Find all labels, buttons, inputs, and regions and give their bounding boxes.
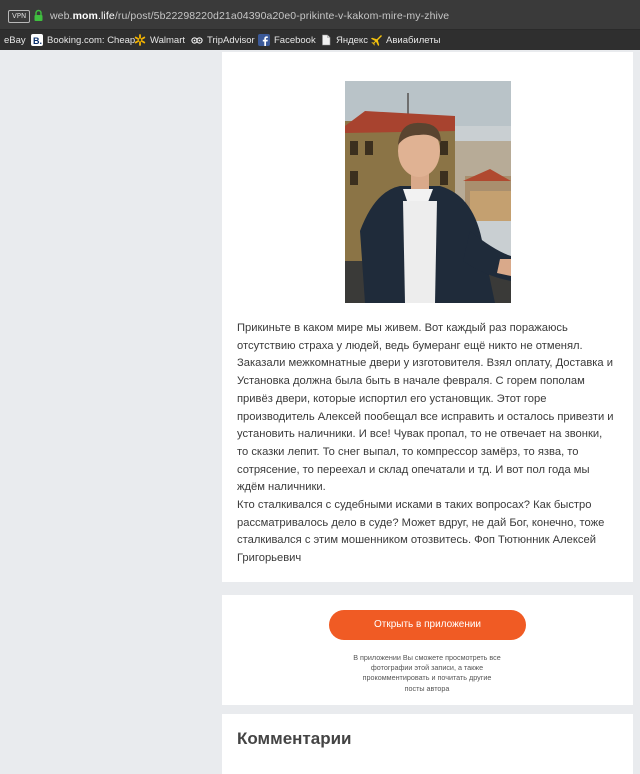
app-promo-card [222, 595, 633, 705]
lock-icon [33, 9, 44, 22]
bookmark-yandex[interactable] [320, 32, 368, 48]
comments-title: Комментарии [237, 729, 352, 748]
browser-address-bar [0, 0, 640, 30]
bookmark-label: Facebook [274, 34, 316, 46]
url-field[interactable] [50, 9, 449, 23]
bookmark-label: Walmart [150, 34, 186, 46]
post-photo-image [345, 81, 511, 303]
comments-card [222, 714, 633, 774]
vpn-badge[interactable]: VPN [8, 10, 30, 23]
bookmark-label: Booking.com: Cheap [47, 34, 136, 46]
svg-text:B.: B. [33, 36, 42, 46]
app-promo-hint: В приложении Вы сможете просмотреть все фотографии этой записи, а также прокомментировать и почитать другие посты автора [353, 653, 501, 693]
bookmark-label: eBay [4, 34, 26, 46]
facebook-icon [258, 34, 270, 46]
post-text: Прикиньте в каком мире мы живем. Вот каждый раз поражаюсь отсутствию страха у людей, ведь бумеранг ещё никто не отменял. Заказали межкомнатные двери у изготовителя. Взял оплату, Доставка и Установка должна была быть в начале февраля. С горем пополам привёз двери, которые испортил его установщик. Этот горе производитель Алексей пообещал все исправить и осталось привезти и установить наличники. И все! Чувак пропал, то не отвечает на звонки, то сказки лепит. То снег выпал, то компрессор замёрз, то язва, то сотрясение, то переехал и склад опечатали и тд. И вот пол года мы ждём наличники. Кто сталкивался с судебными исками в таких вопросах? Как быстро рассматривалось дело в суде? Может вдруг, не дай Бог, конечно, тоже сталкивался с этим мошенником отозвитесь. Фоп Тютюнник Алексей Григорьевич [237, 322, 614, 565]
bookmark-walmart[interactable] [134, 32, 185, 48]
open-in-app-button[interactable]: Открыть в приложении [329, 610, 526, 640]
post-card [222, 52, 633, 582]
post-photo[interactable] [345, 81, 511, 303]
bookmark-aviabilety[interactable] [370, 32, 440, 48]
bookmark-booking[interactable] [31, 32, 135, 48]
walmart-icon [134, 34, 146, 46]
document-icon [320, 34, 332, 46]
bookmark-label: Яндекс [336, 34, 368, 46]
bookmark-ebay[interactable] [4, 32, 26, 48]
tripadvisor-icon [191, 34, 203, 46]
url-prefix: web. [50, 10, 73, 22]
url-domain: mom [72, 10, 98, 22]
booking-icon [31, 34, 43, 46]
plane-icon [370, 34, 382, 46]
bookmark-tripadvisor[interactable] [191, 32, 255, 48]
bookmark-facebook[interactable] [258, 32, 316, 48]
bookmarks-bar [0, 30, 640, 50]
url-path: /ru/post/5b22298220d21a04390a20e0-prikinte-v-kakom-mire-my-zhive [114, 10, 450, 22]
bookmark-label: Авиабилеты [386, 34, 441, 46]
bookmark-label: TripAdvisor [207, 34, 255, 46]
url-tld: .life [97, 10, 115, 22]
